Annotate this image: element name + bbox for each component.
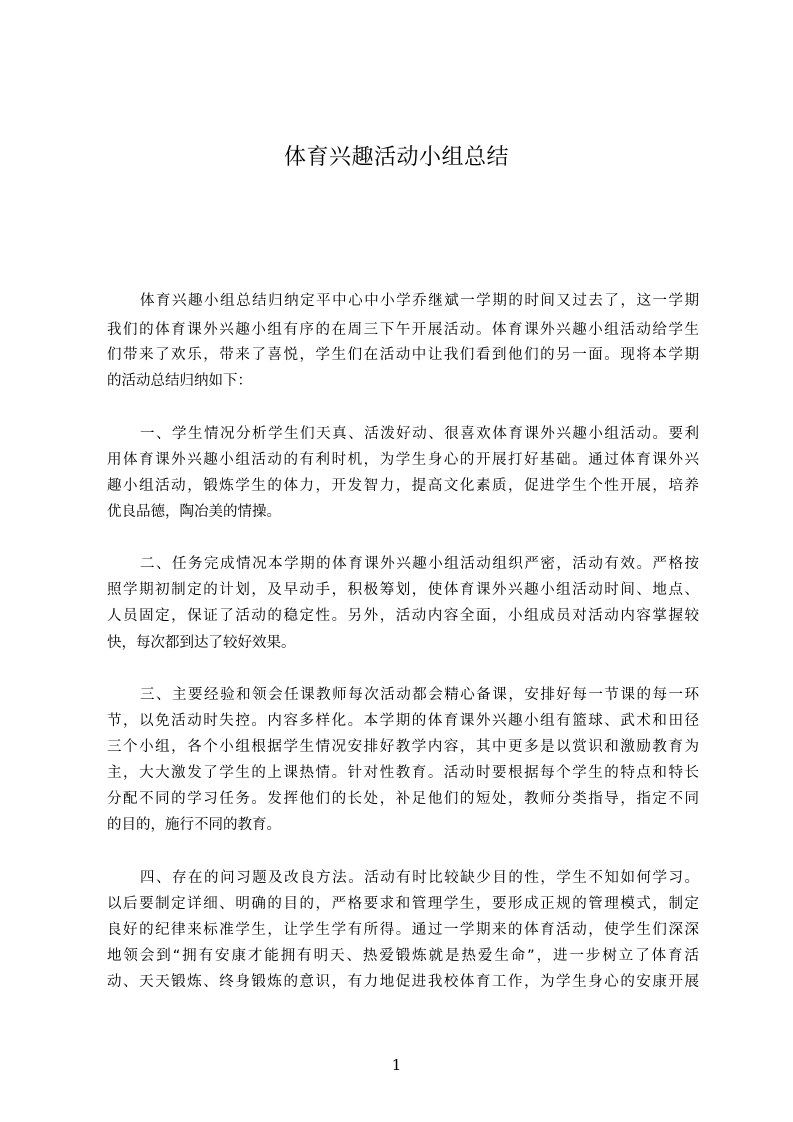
- paragraph-line: 三个小组，各个小组根据学生情况安排好教学内容，其中更多是以赏识和激励教育为: [107, 739, 699, 755]
- paragraph-line: 三、主要经验和领会任课教师每次活动都会精心备课，安排好每一节课的每一环: [140, 687, 699, 703]
- paragraph-line: 的活动总结归纳如下：: [107, 373, 252, 389]
- paragraph-line: 一、学生情况分析学生们天真、活泼好动、很喜欢体育课外兴趣小组活动。要利: [140, 426, 699, 442]
- paragraph-line: 四、存在的问习题及改良方法。活动有时比较缺少目的性，学生不知如何学习。: [140, 870, 699, 886]
- paragraph-line: 趣小组活动，锻炼学生的体力，开发智力，提高文化素质，促进学生个性开展，培养: [107, 478, 699, 494]
- page-number: 1: [391, 1056, 402, 1074]
- paragraph-line: 地领会到“拥有安康才能拥有明天、热爱锻炼就是热爱生命”，进一步树立了体育活: [107, 948, 699, 964]
- paragraph-line: 的目的，施行不同的教育。: [107, 817, 281, 833]
- paragraph-line: 以后要制定详细、明确的目的，严格要求和管理学生，要形成正规的管理模式，制定: [107, 896, 699, 912]
- paragraph-line: 动、天天锻炼、终身锻炼的意识，有力地促进我校体育工作，为学生身心的安康开展: [107, 974, 699, 990]
- paragraph-line: 节，以免活动时失控。内容多样化。本学期的体育课外兴趣小组有篮球、武术和田径: [107, 713, 699, 729]
- paragraph-line: 照学期初制定的计划，及早动手，积极筹划，使体育课外兴趣小组活动时间、地点、: [107, 582, 699, 598]
- paragraph-line: 用体育课外兴趣小组活动的有利时机，为学生身心的开展打好基础。通过体育课外兴: [107, 452, 699, 468]
- paragraph-line: 快，每次都到达了较好效果。: [107, 635, 296, 651]
- paragraph-line: 二、任务完成情况本学期的体育课外兴趣小组活动组织严密，活动有效。严格按: [140, 556, 699, 572]
- paragraph-line: 我们的体育课外兴趣小组有序的在周三下午开展活动。体育课外兴趣小组活动给学生: [107, 322, 699, 338]
- paragraph-line: 良好的纪律来标准学生，让学生学有所得。通过一学期来的体育活动，使学生们深深: [107, 922, 699, 938]
- paragraph-line: 们带来了欢乐，带来了喜悦，学生们在活动中让我们看到他们的另一面。现将本学期: [107, 347, 699, 363]
- paragraph-line: 优良品德，陶冶美的情操。: [107, 504, 281, 520]
- paragraph-line: 人员固定，保证了活动的稳定性。另外，活动内容全面，小组成员对活动内容掌握较: [107, 608, 699, 624]
- page-title: 体育兴趣活动小组总结: [283, 145, 509, 170]
- paragraph-line: 分配不同的学习任务。发挥他们的长处，补足他们的短处，教师分类指导，指定不同: [107, 791, 699, 807]
- paragraph-line: 体育兴趣小组总结归纳定平中心中小学乔继斌一学期的时间又过去了，这一学期: [140, 293, 699, 309]
- paragraph-line: 主，大大激发了学生的上课热情。针对性教育。活动时要根据每个学生的特点和特长: [107, 765, 699, 781]
